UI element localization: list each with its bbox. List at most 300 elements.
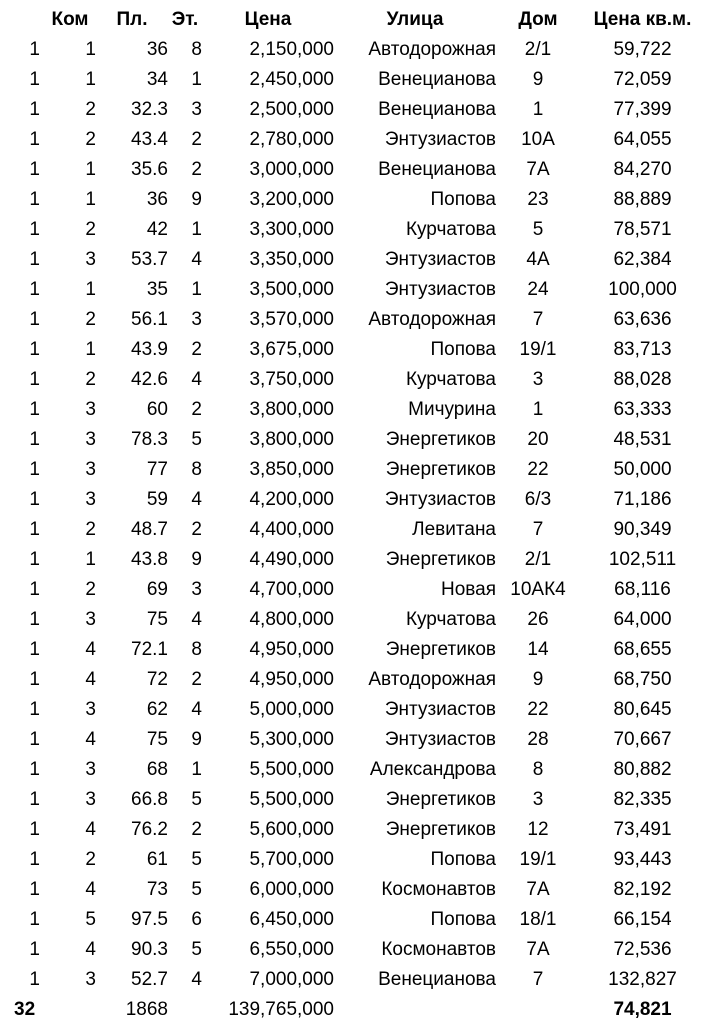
- cell-price: 6,000,000: [249, 879, 334, 900]
- table-row: [0, 665, 705, 695]
- cell-index: 1: [29, 339, 40, 360]
- table-row: [0, 935, 705, 965]
- cell-street: Новая: [440, 579, 496, 600]
- cell-rooms: 2: [85, 219, 96, 240]
- cell-price: 4,950,000: [249, 669, 334, 690]
- cell-rooms: 5: [85, 909, 96, 930]
- cell-price: 4,700,000: [249, 579, 334, 600]
- cell-area: 66.8: [131, 789, 168, 810]
- cell-floor: 1: [191, 759, 202, 780]
- cell-index: 1: [29, 789, 40, 810]
- cell-price-per-sqm: 90,349: [613, 519, 672, 540]
- cell-house: 9: [532, 69, 544, 90]
- cell-house: 19/1: [519, 849, 557, 870]
- cell-index: 1: [29, 189, 40, 210]
- header-rooms: Ком: [51, 9, 89, 30]
- cell-index: 1: [29, 669, 40, 690]
- cell-price-per-sqm: 84,270: [613, 159, 672, 180]
- cell-rooms: 1: [85, 549, 96, 570]
- cell-rooms: 2: [85, 579, 96, 600]
- cell-area: 43.9: [131, 339, 168, 360]
- cell-area: 62: [146, 699, 168, 720]
- cell-floor: 5: [191, 939, 202, 960]
- cell-rooms: 1: [85, 339, 96, 360]
- cell-area: 52.7: [131, 969, 168, 990]
- cell-rooms: 3: [85, 759, 96, 780]
- cell-price: 5,300,000: [249, 729, 334, 750]
- cell-floor: 4: [191, 609, 202, 630]
- table-row: [0, 485, 705, 515]
- cell-price: 3,000,000: [249, 159, 334, 180]
- cell-price-per-sqm: 63,333: [613, 399, 672, 420]
- cell-index: 1: [29, 579, 40, 600]
- cell-house: 7А: [526, 939, 550, 960]
- cell-area: 77: [146, 459, 168, 480]
- table-row: [0, 965, 705, 995]
- cell-area: 42: [146, 219, 168, 240]
- cell-area: 48.7: [131, 519, 168, 540]
- table-row: [0, 395, 705, 425]
- cell-street: Автодорожная: [368, 309, 496, 330]
- cell-street: Энтузиастов: [384, 129, 496, 150]
- cell-index: 1: [29, 279, 40, 300]
- cell-price-per-sqm: 82,335: [613, 789, 672, 810]
- cell-area: 53.7: [131, 249, 168, 270]
- table-row: [0, 35, 705, 65]
- cell-floor: 2: [191, 669, 202, 690]
- cell-floor: 1: [191, 219, 202, 240]
- cell-price: 4,800,000: [249, 609, 334, 630]
- cell-rooms: 2: [85, 369, 96, 390]
- cell-index: 1: [29, 729, 40, 750]
- table-row: [0, 695, 705, 725]
- header-street: Улица: [386, 9, 444, 30]
- cell-index: 1: [29, 159, 40, 180]
- cell-house: 1: [532, 99, 544, 120]
- table-row: [0, 605, 705, 635]
- cell-price-per-sqm: 72,536: [613, 939, 672, 960]
- cell-index: 1: [29, 219, 40, 240]
- cell-floor: 5: [191, 429, 202, 450]
- cell-house: 6/3: [524, 489, 552, 510]
- cell-price: 3,570,000: [249, 309, 334, 330]
- cell-area: 61: [146, 849, 168, 870]
- cell-area: 34: [146, 69, 168, 90]
- cell-house: 3: [532, 369, 544, 390]
- cell-street: Энергетиков: [385, 459, 496, 480]
- cell-rooms: 1: [85, 69, 96, 90]
- cell-rooms: 4: [85, 939, 96, 960]
- cell-price: 4,200,000: [249, 489, 334, 510]
- table-row: [0, 515, 705, 545]
- cell-street: Попова: [430, 849, 496, 870]
- table-body: [0, 35, 705, 995]
- cell-price-per-sqm: 71,186: [613, 489, 672, 510]
- cell-index: 1: [29, 459, 40, 480]
- cell-price: 5,000,000: [249, 699, 334, 720]
- cell-rooms: 1: [85, 39, 96, 60]
- cell-area: 75: [146, 729, 168, 750]
- cell-price-per-sqm: 78,571: [613, 219, 672, 240]
- table-row: [0, 275, 705, 305]
- table-row: [0, 575, 705, 605]
- apartment-table: [0, 5, 705, 1025]
- cell-index: 1: [29, 699, 40, 720]
- cell-floor: 4: [191, 699, 202, 720]
- cell-price-per-sqm: 80,882: [613, 759, 672, 780]
- cell-price: 6,550,000: [249, 939, 334, 960]
- table-row: [0, 875, 705, 905]
- cell-floor: 2: [191, 819, 202, 840]
- cell-rooms: 4: [85, 729, 96, 750]
- cell-price-per-sqm: 68,655: [613, 639, 672, 660]
- cell-index: 1: [29, 99, 40, 120]
- cell-rooms: 2: [85, 309, 96, 330]
- cell-house: 2/1: [524, 549, 552, 570]
- cell-price: 4,950,000: [249, 639, 334, 660]
- cell-index: 1: [29, 879, 40, 900]
- cell-index: 1: [29, 399, 40, 420]
- cell-price-per-sqm: 50,000: [613, 459, 672, 480]
- cell-area: 36: [146, 189, 168, 210]
- cell-price-per-sqm: 83,713: [613, 339, 672, 360]
- total-count: 32: [14, 999, 36, 1020]
- cell-rooms: 1: [85, 279, 96, 300]
- table-row: [0, 245, 705, 275]
- cell-floor: 8: [191, 639, 202, 660]
- cell-street: Автодорожная: [368, 669, 496, 690]
- cell-floor: 2: [191, 399, 202, 420]
- cell-area: 35.6: [131, 159, 168, 180]
- table-row: [0, 545, 705, 575]
- cell-floor: 1: [191, 279, 202, 300]
- cell-rooms: 3: [85, 969, 96, 990]
- cell-street: Энергетиков: [385, 639, 496, 660]
- cell-price-per-sqm: 77,399: [613, 99, 672, 120]
- total-area: 1868: [125, 999, 168, 1020]
- cell-rooms: 3: [85, 399, 96, 420]
- cell-street: Энтузиастов: [384, 489, 496, 510]
- cell-price-per-sqm: 64,000: [613, 609, 672, 630]
- cell-house: 12: [527, 819, 549, 840]
- cell-price-per-sqm: 63,636: [613, 309, 672, 330]
- cell-street: Венецианова: [378, 969, 496, 990]
- cell-street: Левитана: [412, 519, 496, 540]
- cell-floor: 9: [191, 189, 202, 210]
- header-house: Дом: [518, 9, 558, 30]
- average-price-per-sqm: 74,821: [613, 999, 672, 1020]
- cell-index: 1: [29, 129, 40, 150]
- cell-house: 19/1: [519, 339, 557, 360]
- cell-price-per-sqm: 102,511: [608, 549, 677, 570]
- cell-price-per-sqm: 66,154: [613, 909, 672, 930]
- table-row: [0, 365, 705, 395]
- cell-street: Энтузиастов: [384, 279, 496, 300]
- cell-house: 22: [527, 699, 549, 720]
- cell-index: 1: [29, 909, 40, 930]
- cell-price-per-sqm: 82,192: [613, 879, 672, 900]
- cell-area: 97.5: [131, 909, 168, 930]
- cell-house: 7: [532, 519, 544, 540]
- table-row: [0, 125, 705, 155]
- cell-price-per-sqm: 88,028: [613, 369, 672, 390]
- cell-rooms: 3: [85, 789, 96, 810]
- cell-area: 60: [146, 399, 168, 420]
- table-row: [0, 845, 705, 875]
- cell-price: 3,850,000: [249, 459, 334, 480]
- header-price: Цена: [244, 9, 292, 30]
- cell-price: 3,800,000: [249, 399, 334, 420]
- cell-street: Курчатова: [405, 609, 496, 630]
- table-row: [0, 185, 705, 215]
- cell-floor: 5: [191, 789, 202, 810]
- table-row: [0, 725, 705, 755]
- cell-street: Попова: [430, 909, 496, 930]
- cell-street: Энергетиков: [385, 789, 496, 810]
- cell-area: 90.3: [131, 939, 168, 960]
- cell-house: 9: [532, 669, 544, 690]
- cell-index: 1: [29, 609, 40, 630]
- cell-price: 3,350,000: [249, 249, 334, 270]
- table-row: [0, 455, 705, 485]
- cell-price: 5,600,000: [249, 819, 334, 840]
- cell-floor: 4: [191, 489, 202, 510]
- cell-area: 72: [146, 669, 168, 690]
- cell-street: Венецианова: [378, 159, 496, 180]
- cell-area: 36: [146, 39, 168, 60]
- cell-price-per-sqm: 73,491: [613, 819, 672, 840]
- cell-price-per-sqm: 62,384: [613, 249, 672, 270]
- cell-rooms: 2: [85, 849, 96, 870]
- cell-house: 18/1: [519, 909, 557, 930]
- cell-floor: 2: [191, 339, 202, 360]
- cell-rooms: 4: [85, 819, 96, 840]
- cell-floor: 6: [191, 909, 202, 930]
- cell-price: 3,800,000: [249, 429, 334, 450]
- cell-floor: 3: [191, 99, 202, 120]
- cell-street: Космонавтов: [381, 879, 496, 900]
- cell-area: 68: [146, 759, 168, 780]
- cell-floor: 3: [191, 309, 202, 330]
- cell-street: Энергетиков: [385, 819, 496, 840]
- cell-area: 35: [146, 279, 168, 300]
- cell-street: Курчатова: [405, 369, 496, 390]
- cell-house: 28: [527, 729, 549, 750]
- header-floor: Эт.: [171, 9, 199, 30]
- cell-area: 42.6: [131, 369, 168, 390]
- cell-price: 4,490,000: [249, 549, 334, 570]
- cell-rooms: 3: [85, 489, 96, 510]
- table-row: [0, 335, 705, 365]
- cell-rooms: 2: [85, 519, 96, 540]
- cell-rooms: 3: [85, 609, 96, 630]
- cell-street: Энергетиков: [385, 549, 496, 570]
- cell-house: 20: [527, 429, 549, 450]
- cell-price: 3,675,000: [249, 339, 334, 360]
- cell-street: Венецианова: [378, 69, 496, 90]
- cell-rooms: 4: [85, 639, 96, 660]
- cell-street: Мичурина: [408, 399, 496, 420]
- cell-index: 1: [29, 489, 40, 510]
- cell-floor: 5: [191, 879, 202, 900]
- cell-street: Космонавтов: [381, 939, 496, 960]
- cell-rooms: 3: [85, 459, 96, 480]
- table-row: [0, 635, 705, 665]
- cell-rooms: 1: [85, 159, 96, 180]
- cell-price: 3,500,000: [249, 279, 334, 300]
- cell-street: Попова: [430, 189, 496, 210]
- cell-floor: 2: [191, 159, 202, 180]
- cell-area: 43.4: [131, 129, 168, 150]
- header-area: Пл.: [116, 9, 148, 30]
- cell-street: Попова: [430, 339, 496, 360]
- cell-floor: 3: [191, 579, 202, 600]
- cell-price-per-sqm: 72,059: [613, 69, 672, 90]
- cell-price-per-sqm: 88,889: [613, 189, 672, 210]
- cell-house: 23: [527, 189, 549, 210]
- cell-street: Александрова: [369, 759, 496, 780]
- cell-area: 73: [146, 879, 168, 900]
- cell-street: Энтузиастов: [384, 729, 496, 750]
- cell-floor: 8: [191, 459, 202, 480]
- cell-house: 10АК4: [510, 579, 566, 600]
- header-index: [0, 5, 44, 35]
- cell-house: 7А: [526, 159, 550, 180]
- cell-area: 69: [146, 579, 168, 600]
- cell-price: 7,000,000: [249, 969, 334, 990]
- cell-index: 1: [29, 969, 40, 990]
- table-row: [0, 95, 705, 125]
- table-row: [0, 215, 705, 245]
- cell-floor: 8: [191, 39, 202, 60]
- cell-index: 1: [29, 309, 40, 330]
- cell-floor: 2: [191, 129, 202, 150]
- table-row: [0, 425, 705, 455]
- cell-rooms: 2: [85, 129, 96, 150]
- cell-street: Венецианова: [378, 99, 496, 120]
- cell-floor: 4: [191, 969, 202, 990]
- cell-area: 59: [146, 489, 168, 510]
- cell-house: 24: [527, 279, 549, 300]
- cell-price: 3,200,000: [249, 189, 334, 210]
- cell-index: 1: [29, 639, 40, 660]
- cell-price: 2,780,000: [249, 129, 334, 150]
- cell-street: Автодорожная: [368, 39, 496, 60]
- cell-rooms: 2: [85, 99, 96, 120]
- cell-price: 2,450,000: [249, 69, 334, 90]
- header-row: [0, 5, 705, 35]
- cell-house: 4А: [526, 249, 550, 270]
- cell-price-per-sqm: 93,443: [613, 849, 672, 870]
- cell-house: 26: [527, 609, 549, 630]
- cell-price: 3,300,000: [249, 219, 334, 240]
- cell-street: Энергетиков: [385, 429, 496, 450]
- table-row: [0, 905, 705, 935]
- table-row: [0, 785, 705, 815]
- cell-index: 1: [29, 369, 40, 390]
- cell-floor: 5: [191, 849, 202, 870]
- cell-index: 1: [29, 69, 40, 90]
- cell-house: 7: [532, 309, 544, 330]
- cell-price: 5,500,000: [249, 759, 334, 780]
- cell-area: 78.3: [131, 429, 168, 450]
- table-row: [0, 815, 705, 845]
- table-row: [0, 755, 705, 785]
- table-row: [0, 65, 705, 95]
- cell-price-per-sqm: 100,000: [608, 279, 677, 300]
- cell-price-per-sqm: 132,827: [608, 969, 677, 990]
- cell-house: 14: [527, 639, 549, 660]
- cell-house: 22: [527, 459, 549, 480]
- cell-price-per-sqm: 68,116: [614, 579, 671, 600]
- cell-house: 7: [532, 969, 544, 990]
- cell-price: 5,700,000: [249, 849, 334, 870]
- cell-price-per-sqm: 70,667: [613, 729, 672, 750]
- cell-area: 43.8: [131, 549, 168, 570]
- cell-price: 2,500,000: [249, 99, 334, 120]
- cell-index: 1: [29, 249, 40, 270]
- cell-street: Курчатова: [405, 219, 496, 240]
- cell-index: 1: [29, 39, 40, 60]
- cell-price: 6,450,000: [249, 909, 334, 930]
- cell-price: 3,750,000: [249, 369, 334, 390]
- cell-area: 75: [146, 609, 168, 630]
- cell-index: 1: [29, 549, 40, 570]
- cell-index: 1: [29, 849, 40, 870]
- cell-rooms: 4: [85, 879, 96, 900]
- table-row: [0, 305, 705, 335]
- cell-floor: 9: [191, 729, 202, 750]
- cell-house: 7А: [526, 879, 550, 900]
- header-price-per-sqm: Цена кв.м.: [593, 9, 692, 30]
- cell-price-per-sqm: 48,531: [613, 429, 672, 450]
- cell-floor: 1: [191, 69, 202, 90]
- cell-price-per-sqm: 59,722: [613, 39, 672, 60]
- cell-price-per-sqm: 68,750: [613, 669, 672, 690]
- cell-floor: 4: [191, 249, 202, 270]
- cell-area: 72.1: [131, 639, 168, 660]
- cell-house: 5: [532, 219, 544, 240]
- cell-house: 3: [532, 789, 544, 810]
- cell-index: 1: [29, 519, 40, 540]
- cell-index: 1: [29, 429, 40, 450]
- table-row: [0, 155, 705, 185]
- total-price: 139,765,000: [228, 999, 334, 1020]
- cell-index: 1: [29, 759, 40, 780]
- cell-floor: 2: [191, 519, 202, 540]
- cell-price-per-sqm: 64,055: [613, 129, 672, 150]
- cell-rooms: 3: [85, 249, 96, 270]
- cell-index: 1: [29, 819, 40, 840]
- cell-price: 4,400,000: [249, 519, 334, 540]
- cell-area: 32.3: [131, 99, 168, 120]
- cell-house: 2/1: [524, 39, 552, 60]
- cell-price-per-sqm: 80,645: [613, 699, 672, 720]
- cell-floor: 9: [191, 549, 202, 570]
- cell-rooms: 3: [85, 699, 96, 720]
- cell-price: 5,500,000: [249, 789, 334, 810]
- cell-rooms: 4: [85, 669, 96, 690]
- cell-house: 8: [532, 759, 544, 780]
- cell-street: Энтузиастов: [384, 249, 496, 270]
- cell-street: Энтузиастов: [384, 699, 496, 720]
- cell-house: 10А: [521, 129, 555, 150]
- cell-house: 1: [532, 399, 544, 420]
- cell-floor: 4: [191, 369, 202, 390]
- totals-row: [0, 995, 705, 1025]
- cell-rooms: 1: [85, 189, 96, 210]
- cell-area: 56.1: [131, 309, 168, 330]
